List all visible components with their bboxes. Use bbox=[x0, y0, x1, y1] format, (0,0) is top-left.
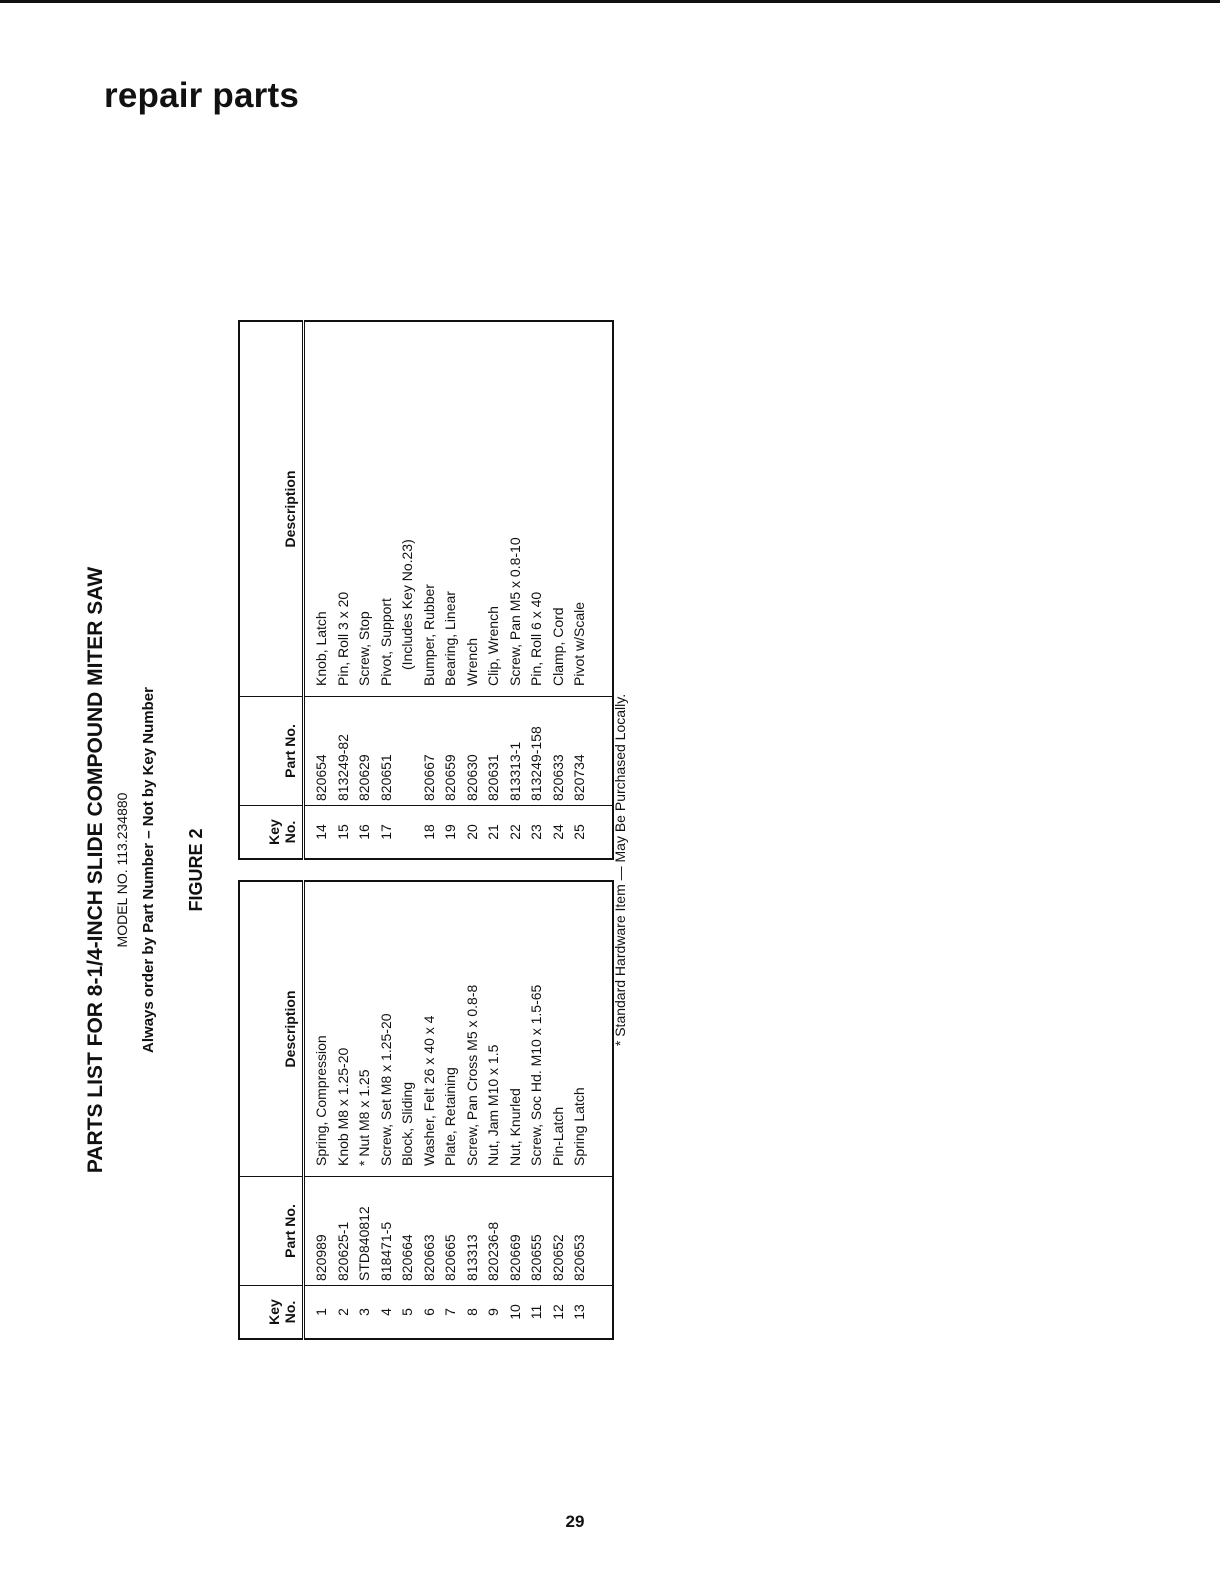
part-number-cell: 820663 bbox=[419, 1177, 441, 1286]
part-number-cell: 813313-1 bbox=[505, 697, 527, 806]
key-cell: 10 bbox=[506, 1304, 523, 1320]
parts-table-left bbox=[238, 880, 614, 1340]
col-part-header: Part No. bbox=[239, 697, 304, 806]
part-number-cell: 820659 bbox=[440, 697, 462, 806]
table-row bbox=[569, 321, 591, 859]
description-cell: Nut, Knurled bbox=[505, 881, 527, 1177]
table-row bbox=[483, 321, 505, 859]
table-row bbox=[333, 321, 355, 859]
table-row bbox=[376, 321, 398, 859]
key-cell: 1 bbox=[313, 1308, 329, 1316]
table-row bbox=[548, 881, 570, 1339]
key-cell: 5 bbox=[399, 1308, 415, 1316]
table-row bbox=[354, 881, 376, 1339]
part-number-cell: 820653 bbox=[569, 1177, 591, 1286]
description-cell: Plate, Retaining bbox=[440, 881, 462, 1177]
key-cell: 14 bbox=[313, 824, 329, 840]
description-cell: Screw, Pan Cross M5 x 0.8-8 bbox=[462, 881, 484, 1177]
parts-table-right bbox=[238, 320, 614, 860]
key-cell: 21 bbox=[485, 824, 501, 840]
description-cell: Clip, Wrench bbox=[483, 321, 505, 697]
part-number-cell: 813313 bbox=[462, 1177, 484, 1286]
key-cell: 6 bbox=[420, 1308, 437, 1316]
description-cell: Pin-Latch bbox=[548, 881, 570, 1177]
part-number-cell: 820664 bbox=[397, 1177, 419, 1286]
part-number-cell bbox=[397, 697, 419, 806]
empty-cell bbox=[591, 1177, 614, 1286]
table-row bbox=[304, 321, 333, 859]
model-number: MODEL NO. 113.234880 bbox=[114, 792, 130, 948]
order-note: Always order by Part Number – Not by Key Number bbox=[140, 687, 157, 1053]
empty-cell bbox=[591, 321, 614, 697]
figure-label: FIGURE 2 bbox=[186, 828, 206, 912]
table-row bbox=[526, 881, 548, 1339]
description-cell: Block, Sliding bbox=[397, 881, 419, 1177]
key-cell: 19 bbox=[442, 824, 458, 840]
description-cell: Bearing, Linear bbox=[440, 321, 462, 697]
part-number-cell: 820236-8 bbox=[483, 1177, 505, 1286]
key-cell: 22 bbox=[506, 824, 523, 840]
table-row bbox=[505, 881, 527, 1339]
part-number-cell: 820655 bbox=[526, 1177, 548, 1286]
parts-list-block bbox=[40, 300, 680, 1440]
description-cell: Knob M8 x 1.25-20 bbox=[333, 881, 355, 1177]
top-rule bbox=[0, 0, 1220, 3]
part-number-cell: 820630 bbox=[462, 697, 484, 806]
col-part-header: Part No. bbox=[239, 1177, 304, 1286]
table-row bbox=[376, 881, 398, 1339]
empty-cell bbox=[591, 697, 614, 806]
empty-cell bbox=[591, 881, 614, 1177]
key-cell: 8 bbox=[463, 1308, 480, 1316]
key-cell: 13 bbox=[571, 1304, 587, 1320]
table-row bbox=[440, 321, 462, 859]
description-cell: Knob, Latch bbox=[304, 321, 333, 697]
description-cell: Pivot, Support bbox=[376, 321, 398, 697]
part-number-cell: 820633 bbox=[548, 697, 570, 806]
key-cell: 9 bbox=[485, 1308, 501, 1316]
page-number: 29 bbox=[565, 1512, 585, 1531]
col-key-header: Key No. bbox=[239, 806, 304, 860]
part-number-cell: 820651 bbox=[376, 697, 398, 806]
description-cell: Spring Latch bbox=[569, 881, 591, 1177]
table-row bbox=[397, 321, 419, 859]
description-cell: (Includes Key No.23) bbox=[397, 321, 419, 697]
part-number-cell: 813249-158 bbox=[526, 697, 548, 806]
key-cell: 15 bbox=[334, 824, 351, 840]
table-row bbox=[483, 881, 505, 1339]
table-row bbox=[440, 881, 462, 1339]
key-cell: 20 bbox=[463, 824, 480, 840]
part-number-cell: 820665 bbox=[440, 1177, 462, 1286]
part-number-cell: 820734 bbox=[569, 697, 591, 806]
part-number-cell: 820629 bbox=[354, 697, 376, 806]
key-cell bbox=[397, 806, 419, 860]
table-row bbox=[505, 321, 527, 859]
description-cell: Spring, Compression bbox=[304, 881, 333, 1177]
table-row bbox=[526, 321, 548, 859]
description-cell: Pin, Roll 3 x 20 bbox=[333, 321, 355, 697]
description-cell: Screw, Soc Hd. M10 x 1.5-65 bbox=[526, 881, 548, 1177]
key-cell: 12 bbox=[549, 1304, 566, 1320]
description-cell: Screw, Pan M5 x 0.8-10 bbox=[505, 321, 527, 697]
table-row bbox=[354, 321, 376, 859]
key-cell: 11 bbox=[528, 1304, 544, 1320]
table-row bbox=[569, 881, 591, 1339]
description-cell: Pin, Roll 6 x 40 bbox=[526, 321, 548, 697]
empty-cell bbox=[591, 806, 614, 860]
key-cell: 17 bbox=[377, 824, 394, 840]
table-row bbox=[462, 321, 484, 859]
description-cell: Screw, Stop bbox=[354, 321, 376, 697]
table-row bbox=[397, 881, 419, 1339]
part-number-cell: STD840812 bbox=[354, 1177, 376, 1286]
footnote: * Standard Hardware Item — May Be Purchased Locally. bbox=[612, 693, 628, 1047]
description-cell: Pivot w/Scale bbox=[569, 321, 591, 697]
part-number-cell: 813249-82 bbox=[333, 697, 355, 806]
description-cell: Washer, Felt 26 x 40 x 4 bbox=[419, 881, 441, 1177]
table-row bbox=[419, 321, 441, 859]
table-row bbox=[304, 881, 333, 1339]
description-cell: Screw, Set M8 x 1.25-20 bbox=[376, 881, 398, 1177]
part-number-cell: 820669 bbox=[505, 1177, 527, 1286]
table-row bbox=[548, 321, 570, 859]
key-cell: 7 bbox=[442, 1308, 458, 1316]
key-cell: 25 bbox=[571, 824, 587, 840]
part-number-cell: 820654 bbox=[304, 697, 333, 806]
part-number-cell: 820989 bbox=[304, 1177, 333, 1286]
table-row bbox=[462, 881, 484, 1339]
description-cell: Wrench bbox=[462, 321, 484, 697]
section-title: repair parts bbox=[104, 76, 299, 115]
empty-cell bbox=[591, 1286, 614, 1340]
parts-list-title: PARTS LIST FOR 8-1/4-INCH SLIDE COMPOUND MITER SAW bbox=[84, 566, 107, 1174]
key-cell: 4 bbox=[377, 1308, 394, 1316]
key-cell: 23 bbox=[528, 824, 544, 840]
col-description-header: Description bbox=[239, 321, 304, 697]
key-cell: 16 bbox=[356, 824, 372, 840]
description-cell: * Nut M8 x 1.25 bbox=[354, 881, 376, 1177]
table-bottom-padding bbox=[591, 881, 614, 1339]
table-row bbox=[419, 881, 441, 1339]
table-row bbox=[333, 881, 355, 1339]
description-cell: Bumper, Rubber bbox=[419, 321, 441, 697]
part-number-cell: 820625-1 bbox=[333, 1177, 355, 1286]
key-cell: 18 bbox=[420, 824, 437, 840]
key-cell: 2 bbox=[334, 1308, 351, 1316]
key-cell: 24 bbox=[549, 824, 566, 840]
col-description-header: Description bbox=[239, 881, 304, 1177]
part-number-cell: 820667 bbox=[419, 697, 441, 806]
part-number-cell: 820631 bbox=[483, 697, 505, 806]
part-number-cell: 818471-5 bbox=[376, 1177, 398, 1286]
description-cell: Nut, Jam M10 x 1.5 bbox=[483, 881, 505, 1177]
table-bottom-padding bbox=[591, 321, 614, 859]
key-cell: 3 bbox=[356, 1308, 372, 1316]
col-key-header: Key No. bbox=[239, 1286, 304, 1340]
description-cell: Clamp, Cord bbox=[548, 321, 570, 697]
part-number-cell: 820652 bbox=[548, 1177, 570, 1286]
